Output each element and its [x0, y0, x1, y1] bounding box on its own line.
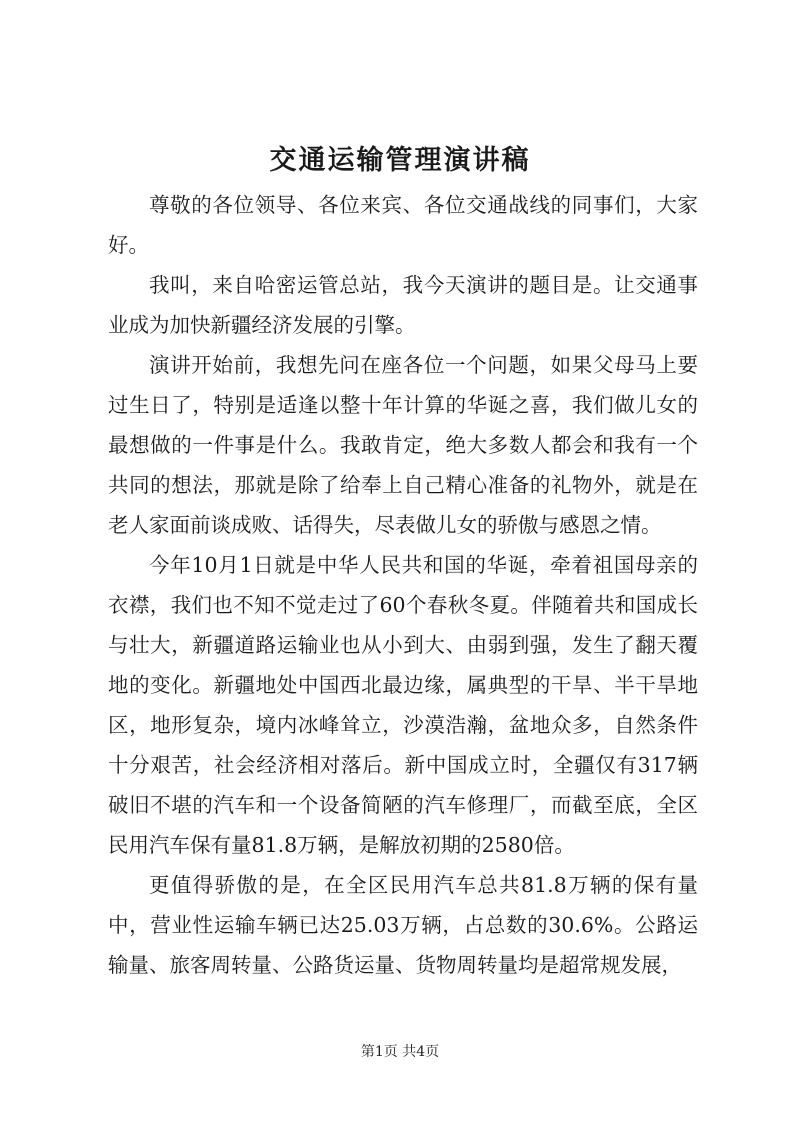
document-body [108, 185, 698, 985]
paragraph-question: 演讲开始前，我想先问在座各位一个问题，如果父母马上要过生日了，特别是适逢以整十年计算的华诞之喜，我们做儿女的最想做的一件事是什么。我敢肯定，绝大多数人都会和我有一个共同的想法，那就是除了给奉上自己精心准备的礼物外，就是在老人家面前谈成败、话得失，尽表做儿女的骄傲与感恩之情。 [108, 353, 698, 537]
paragraph-introduction: 我叫，来自哈密运管总站，我今天演讲的题目是。让交通事业成为加快新疆经济发展的引擎。 [108, 273, 698, 337]
paragraph-statistics: 更值得骄傲的是，在全区民用汽车总共81.8万辆的保有量中，营业性运输车辆已达25.03万辆，占总数的30.6%。公路运输量、旅客周转量、公路货运量、货物周转量均是超常规发展， [108, 873, 698, 977]
page-footer: 第1页 共4页 [360, 1044, 440, 1060]
document-title: 交通运输管理演讲稿 [269, 145, 531, 176]
paragraph-greeting: 尊敬的各位领导、各位来宾、各位交通战线的同事们，大家好。 [108, 193, 698, 257]
paragraph-history: 今年10月1日就是中华人民共和国的华诞，牵着祖国母亲的衣襟，我们也不知不觉走过了60个春秋冬夏。伴随着共和国成长与壮大，新疆道路运输业也从小到大、由弱到强，发生了翻天覆地的变化。新疆地处中国西北最边缘，属典型的干旱、半干旱地区，地形复杂，境内冰峰耸立，沙漠浩瀚，盆地众多，自然条件十分艰苦，社会经济相对落后。新中国成立时，全疆仅有317辆破旧不堪的汽车和一个设备简陋的汽车修理厂，而截至底，全区民用汽车保有量81.8万辆，是解放初期的2580倍。 [108, 553, 698, 857]
